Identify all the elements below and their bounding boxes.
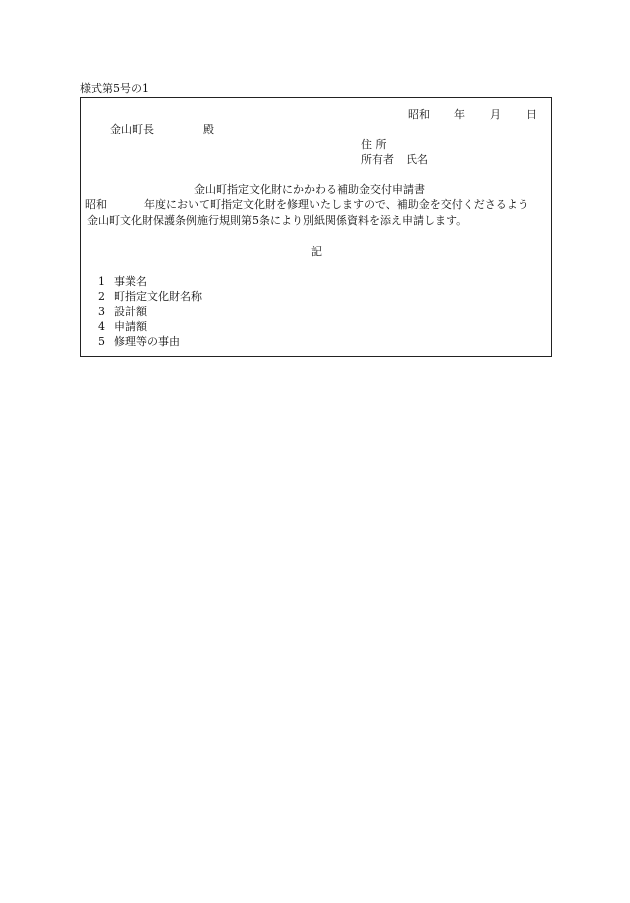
applicant-address-label: 住 所	[361, 138, 387, 151]
document-title: 金山町指定文化財にかかわる補助金交付申請書	[194, 183, 425, 196]
applicant-name-label: 氏名	[406, 153, 428, 166]
ki-heading: 記	[311, 245, 322, 258]
list-item	[98, 276, 147, 287]
item-number: 3	[98, 305, 105, 318]
applicant-owner-label: 所有者	[361, 153, 394, 166]
date-day-label: 日	[526, 108, 537, 121]
item-label: 事業名	[114, 275, 147, 288]
application-form	[80, 97, 552, 357]
list-item	[98, 291, 202, 302]
item-number: 5	[98, 335, 105, 348]
item-label: 申請額	[114, 320, 147, 333]
item-label: 設計額	[114, 305, 147, 318]
date-year-label: 年	[454, 108, 465, 121]
body-text-line-1: 年度において町指定文化財を修理いたしますので、補助金を交付くださるよう	[144, 198, 529, 211]
item-number: 2	[98, 290, 105, 303]
addressee-name: 金山町長	[110, 123, 154, 136]
list-item	[98, 321, 147, 332]
date-month-label: 月	[490, 108, 501, 121]
list-item	[98, 306, 147, 317]
item-label: 修理等の事由	[114, 335, 180, 348]
item-number: 1	[98, 275, 105, 288]
body-text-line-2: 金山町文化財保護条例施行規則第5条により別紙関係資料を添え申請します。	[87, 214, 468, 227]
body-era: 昭和	[85, 198, 107, 211]
addressee-honorific: 殿	[203, 123, 214, 136]
list-item	[98, 336, 180, 347]
item-number: 4	[98, 320, 105, 333]
date-era: 昭和	[408, 108, 430, 121]
item-label: 町指定文化財名称	[114, 290, 202, 303]
form-number: 様式第5号の1	[80, 82, 149, 95]
